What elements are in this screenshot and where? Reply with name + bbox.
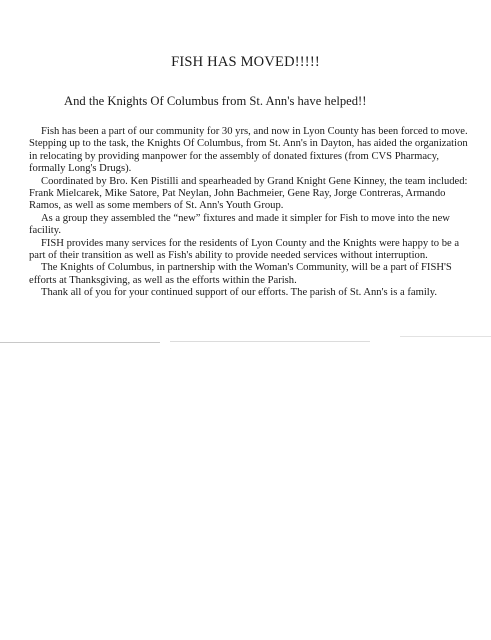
scan-line: [400, 336, 491, 337]
document-subtitle: And the Knights Of Columbus from St. Ann's have helped!!: [64, 94, 367, 108]
document-body: [29, 126, 469, 300]
scan-line: [170, 341, 370, 342]
paragraph-fixtures: As a group they assembled the “new” fixtures and made it simpler for Fish to move into the new facility.: [29, 212, 450, 237]
paragraph-team: Coordinated by Bro. Ken Pistilli and spearheaded by Grand Knight Gene Kinney, the team included: Frank Mielcarek, Mike Satore, Pat Neylan, John Bachmeier, Gene Ray, Jorge Contreras, Armando Ramos, as well as some members of St. Ann's Youth Group.: [29, 175, 468, 212]
paragraph-relocation: Fish has been a part of our community for 30 yrs, and now in Lyon County has been forced to move. Stepping up to the task, the Knights Of Columbus, from St. Ann's in Dayton, has aided the organization in relocating by providing manpower for the assembly of donated fixtures (from CVS Pharmacy, formally Long's Drugs).: [29, 126, 468, 175]
document-title: FISH HAS MOVED!!!!!: [171, 54, 320, 70]
paragraph-services: FISH provides many services for the residents of Lyon County and the Knights were happy to be a part of their transition as well as Fish's ability to provide needed services without interruption.: [29, 237, 460, 262]
scan-line: [0, 342, 160, 343]
paragraph-thanks: Thank all of you for your continued support of our efforts. The parish of St. Ann's is a family.: [41, 287, 437, 299]
paragraph-thanksgiving: The Knights of Columbus, in partnership with the Woman's Community, will be a part of FISH'S efforts at Thanksgiving, as well as the efforts within the Parish.: [29, 262, 452, 286]
